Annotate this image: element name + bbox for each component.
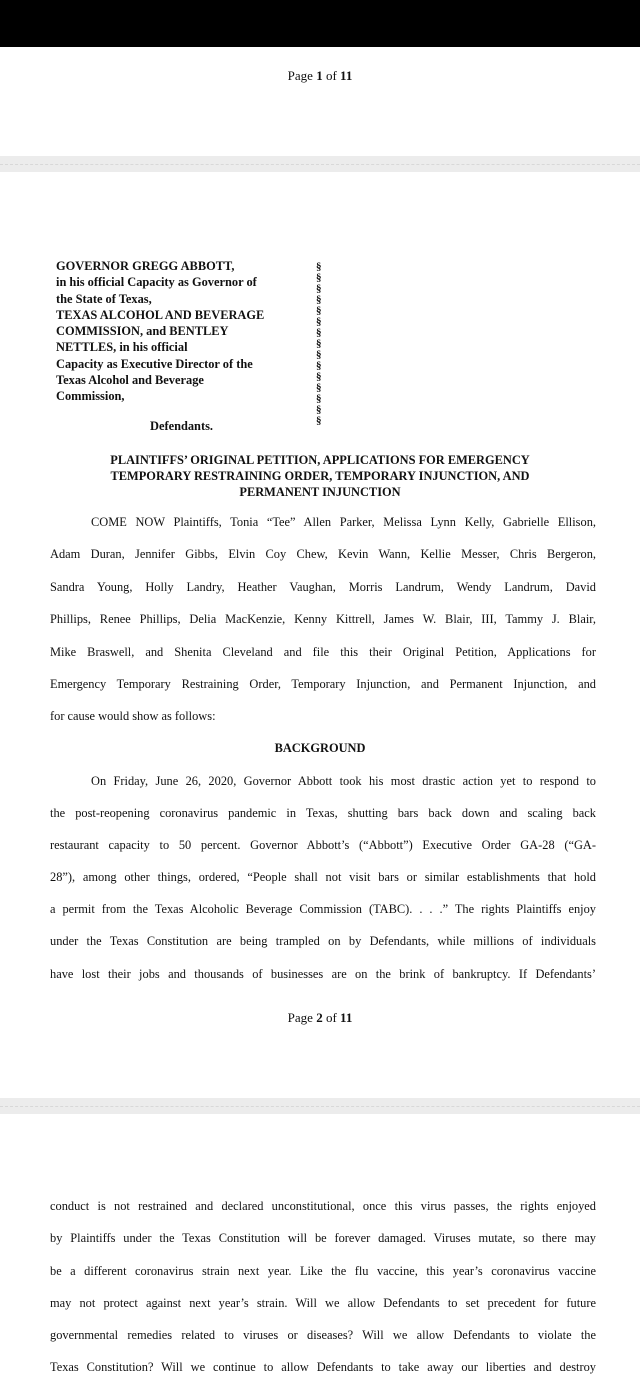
caption-line: the State of Texas, (56, 291, 152, 306)
section-symbol: § (316, 349, 322, 361)
caption-line: NETTLES, in his official (56, 340, 188, 355)
page2-line: conduct is not restrained and declared unconstitutional, once this virus passes, the rights enjoyed (50, 1199, 596, 1213)
section-symbol: § (316, 327, 322, 339)
section-symbol: § (316, 294, 322, 306)
intro-line: Sandra Young, Holly Landry, Heather Vaughan, Morris Landrum, Wendy Landrum, David (50, 580, 596, 594)
intro-line: for cause would show as follows: (50, 709, 216, 723)
intro-line: Mike Braswell, and Shenita Cleveland and file this their Original Petition, Applications for (50, 645, 596, 659)
intro-line: Adam Duran, Jennifer Gibbs, Elvin Coy Chew, Kevin Wann, Kellie Messer, Chris Bergeron, (50, 547, 596, 561)
page-of: of (322, 68, 341, 83)
intro-line: Phillips, Renee Phillips, Delia MacKenzie, Kenny Kittrell, James W. Blair, III, Tammy J. Blair, (50, 612, 596, 626)
section-symbol: § (316, 261, 322, 273)
page2-line: Texas Constitution? Will we continue to allow Defendants to take away our liberties and destroy (50, 1360, 596, 1374)
section-symbol: § (316, 338, 322, 350)
section-symbol: § (316, 316, 322, 328)
background-line: restaurant capacity to 50 percent. Governor Abbott’s (“Abbott”) Executive Order GA-28 (“GA- (50, 838, 596, 852)
section-symbol: § (316, 415, 322, 427)
page-number: 1 (316, 68, 323, 83)
caption-line: Texas Alcohol and Beverage (56, 373, 204, 388)
page-separator (0, 156, 640, 172)
page-indicator (0, 1010, 640, 1026)
title-line: PLAINTIFFS’ ORIGINAL PETITION, APPLICATIONS FOR EMERGENCY (110, 453, 530, 467)
background-line: under the Texas Constitution are being trampled on by Defendants, while millions of individuals (50, 934, 596, 948)
section-symbol: § (316, 404, 322, 416)
page-number: 2 (316, 1010, 323, 1025)
caption-line: Commission, (56, 389, 125, 404)
page-prefix: Page (287, 1010, 317, 1025)
defendants-label: Defendants. (150, 419, 213, 433)
background-line: a permit from the Texas Alcoholic Beverage Commission (TABC). . . .” The rights Plaintiffs enjoy (50, 902, 596, 916)
background-line: On Friday, June 26, 2020, Governor Abbott took his most drastic action yet to respond to (91, 774, 596, 788)
intro-line: COME NOW Plaintiffs, Tonia “Tee” Allen Parker, Melissa Lynn Kelly, Gabrielle Ellison, (91, 515, 596, 529)
caption-line: TEXAS ALCOHOL AND BEVERAGE (56, 307, 265, 322)
section-symbol: § (316, 272, 322, 284)
page2-line: may not protect against next year’s strain. Will we allow Defendants to set precedent for future (50, 1296, 596, 1310)
page-total: 11 (340, 1010, 353, 1025)
petition-title (60, 452, 580, 500)
page-total: 11 (340, 68, 353, 83)
page-prefix: Page (287, 68, 317, 83)
caption-line: COMMISSION, and BENTLEY (56, 324, 229, 339)
background-line: have lost their jobs and thousands of businesses are on the brink of bankruptcy. If Defendants’ (50, 967, 596, 981)
section-symbol-column (316, 262, 322, 427)
title-line: TEMPORARY RESTRAINING ORDER, TEMPORARY INJUNCTION, AND (110, 469, 530, 483)
section-symbol: § (316, 360, 322, 372)
background-line: 28”), among other things, ordered, “People shall not visit bars or similar establishments that hold (50, 870, 596, 884)
title-line: PERMANENT INJUNCTION (239, 485, 401, 499)
page2-line: by Plaintiffs under the Texas Constitution will be forever damaged. Viruses mutate, so there may (50, 1231, 596, 1245)
background-heading: BACKGROUND (274, 741, 366, 755)
intro-line: Emergency Temporary Restraining Order, Temporary Injunction, and Permanent Injunction, and (50, 677, 596, 691)
page2-line: governmental remedies related to viruses or diseases? Will we allow Defendants to violate the (50, 1328, 596, 1342)
section-symbol: § (316, 371, 322, 383)
caption-line: in his official Capacity as Governor of (56, 275, 257, 290)
section-symbol: § (316, 305, 322, 317)
page2-line: be a different coronavirus strain next year. Like the flu vaccine, this year’s coronavirus vaccine (50, 1264, 596, 1278)
caption-line: GOVERNOR GREGG ABBOTT, (56, 259, 235, 273)
page-separator (0, 1098, 640, 1114)
caption-line: Capacity as Executive Director of the (56, 356, 253, 371)
page-indicator (0, 68, 640, 84)
section-symbol: § (316, 393, 322, 405)
case-caption (56, 258, 306, 405)
section-symbol: § (316, 283, 322, 295)
background-line: the post-reopening coronavirus pandemic in Texas, shutting bars back down and scaling back (50, 806, 596, 820)
status-bar (0, 0, 640, 47)
section-symbol: § (316, 382, 322, 394)
page-of: of (322, 1010, 341, 1025)
